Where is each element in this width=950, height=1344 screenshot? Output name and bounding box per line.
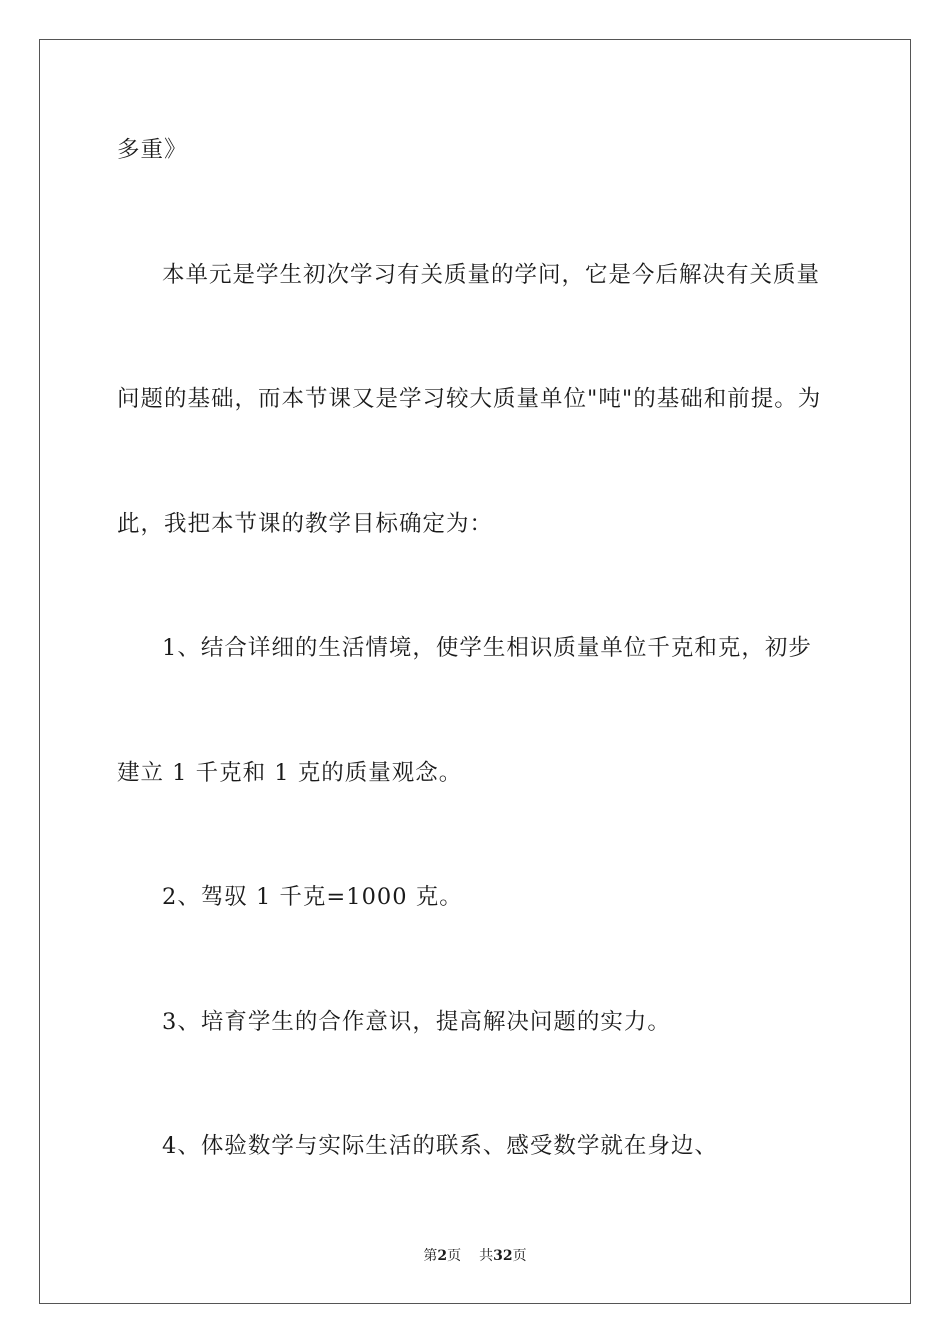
text-line-3: 问题的基础，而本节课又是学习较大质量单位"吨"的基础和前提。为 — [117, 386, 822, 412]
text-line-9: 4、体验数学与实际生活的联系、感受数学就在身边、 — [162, 1133, 718, 1159]
text-line-7: 2、驾驭 1 千克=1000 克。 — [162, 884, 463, 910]
text-line-5: 1、结合详细的生活情境，使学生相识质量单位千克和克，初步 — [162, 635, 812, 661]
total-pages: 32 — [493, 1248, 513, 1264]
page-number: 2 — [437, 1248, 448, 1264]
text-line-8: 3、培育学生的合作意识，提高解决问题的实力。 — [162, 1009, 671, 1035]
text-line-1: 多重》 — [117, 137, 188, 163]
page-prefix: 第 — [423, 1248, 438, 1264]
total-suffix: 页 — [512, 1248, 527, 1264]
text-line-6: 建立 1 千克和 1 克的质量观念。 — [117, 760, 463, 786]
total-prefix: 共 — [479, 1248, 494, 1264]
page-suffix: 页 — [447, 1248, 462, 1264]
text-line-4: 此，我把本节课的教学目标确定为： — [117, 511, 494, 537]
text-line-2: 本单元是学生初次学习有关质量的学问，它是今后解决有关质量 — [162, 262, 821, 288]
page-footer — [0, 1247, 950, 1265]
page-border — [39, 39, 911, 1304]
